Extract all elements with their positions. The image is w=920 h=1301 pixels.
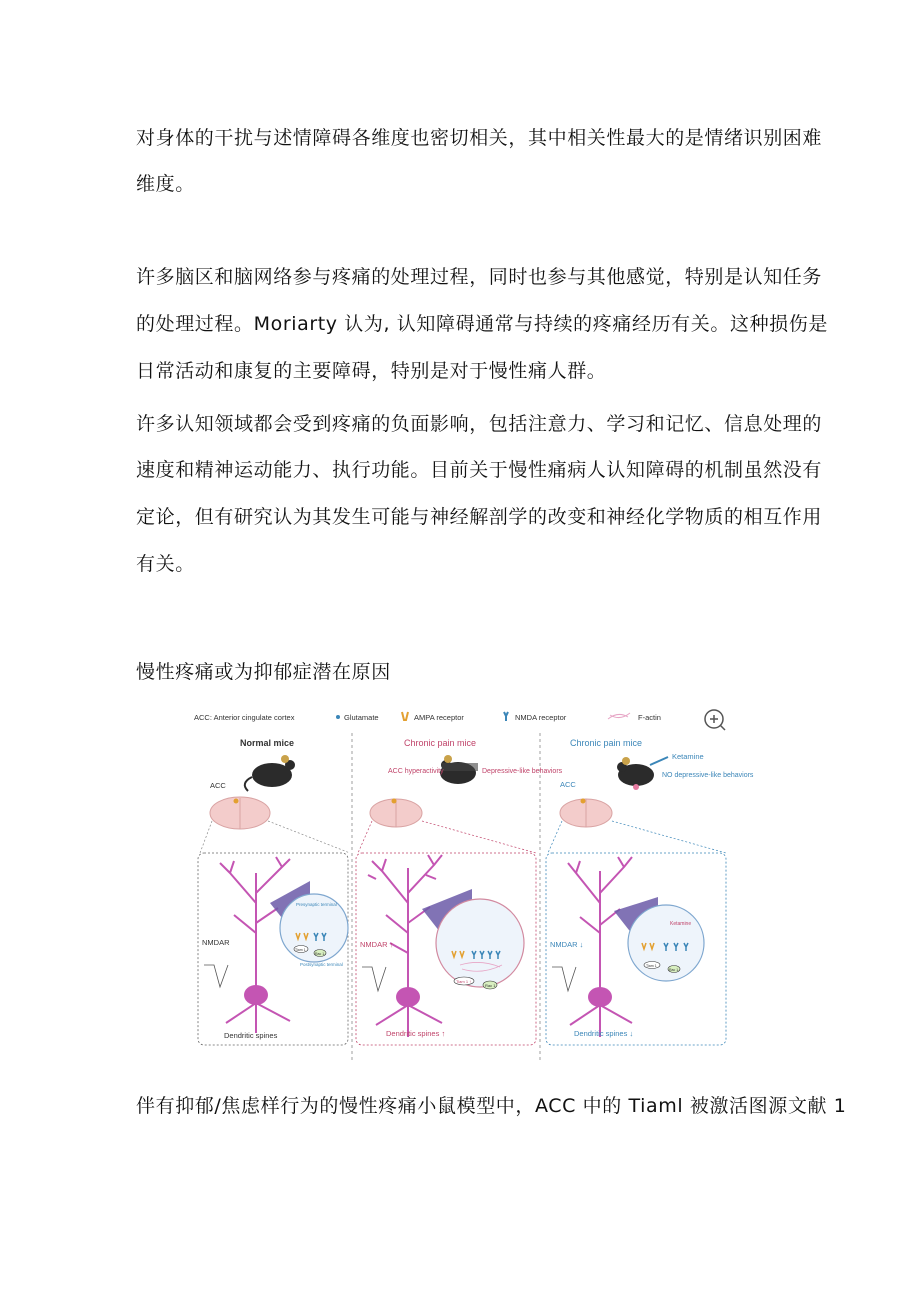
rac-label: Rac 1 [315, 952, 325, 956]
spines-label: Dendritic spines [224, 1031, 278, 1040]
caption-text: 伴有抑郁/焦虑样行为的慢性疼痛小鼠模型中，ACC 中的 Tiaml 被激活图源文献 1 [136, 1095, 847, 1117]
acc-hyperactivity-label: ACC hyperactivity [388, 768, 444, 775]
legend-glutamate: Glutamate [344, 713, 379, 722]
glutamate-icon [336, 715, 340, 719]
panel-title: Normal mice [240, 738, 295, 748]
section-heading-text: 慢性疼痛或为抑郁症潜在原因 [136, 661, 391, 683]
text-line: 的处理过程。Moriarty 认为, 认知障碍通常与持续的疼痛经历有关。这种损伤是 [136, 313, 828, 335]
nmdar-label: NMDAR ↑ [360, 940, 394, 949]
tiam-label: Tiam 1 ↑ [456, 979, 472, 984]
panel-title: Chronic pain mice [404, 738, 477, 748]
rac-label: Rac 1 [669, 968, 679, 972]
spines-label: Dendritic spines ↑ [386, 1029, 446, 1038]
text-line: 对身体的干扰与述情障碍各维度也密切相关，其中相关性最大的是情绪识别困难 [136, 127, 823, 149]
behavior-label: Depressive-like behaviors [482, 768, 563, 775]
neuron-soma [396, 987, 420, 1007]
text-line: 有关。 [136, 553, 195, 575]
postsynaptic-label: Postsynaptic terminal [300, 962, 343, 967]
behavior-label: NO depressive-like behaviors [662, 772, 754, 779]
synapse-zoom [628, 905, 704, 981]
presynaptic-label: Presynaptic terminal [296, 902, 337, 907]
text-line: 许多脑区和脑网络参与疼痛的处理过程，同时也参与其他感觉，特别是认知任务 [136, 266, 823, 288]
panel-title: Chronic pain mice [570, 738, 643, 748]
legend-acc: ACC: Anterior cingulate cortex [194, 713, 295, 722]
rac-label: Rac 1 [485, 983, 496, 988]
acc-label: ACC [210, 781, 226, 790]
ketamine-label: Ketamine [672, 752, 704, 761]
synapse-zoom [436, 899, 524, 987]
text-line: 定论，但有研究认为其发生可能与神经解剖学的改变和神经化学物质的相互作用 [136, 506, 823, 528]
nmdar-label: NMDAR ↓ [550, 940, 584, 949]
acc-label: ACC [560, 780, 576, 789]
nmdar-label: NMDAR [202, 938, 230, 947]
neuron-soma [244, 985, 268, 1005]
text-line: 维度。 [136, 173, 195, 195]
legend-ampa: AMPA receptor [414, 713, 464, 722]
neuron-soma [588, 987, 612, 1007]
legend-nmda: NMDA receptor [515, 713, 567, 722]
mechanism-figure [190, 703, 754, 1063]
text-line: 速度和精神运动能力、执行功能。目前关于慢性痛病人认知障碍的机制虽然没有 [136, 459, 823, 481]
spines-label: Dendritic spines ↓ [574, 1029, 634, 1038]
text-line: 许多认知领域都会受到疼痛的负面影响，包括注意力、学习和记忆、信息处理的 [136, 413, 823, 435]
legend-factin: F-actin [638, 713, 661, 722]
tiam-label: Tiam 1 [295, 948, 306, 952]
text-line: 日常活动和康复的主要障碍，特别是对于慢性痛人群。 [136, 360, 607, 382]
tiam-label: Tiam 1 [646, 964, 657, 968]
ketamine-small-label: Ketamine [670, 921, 692, 927]
